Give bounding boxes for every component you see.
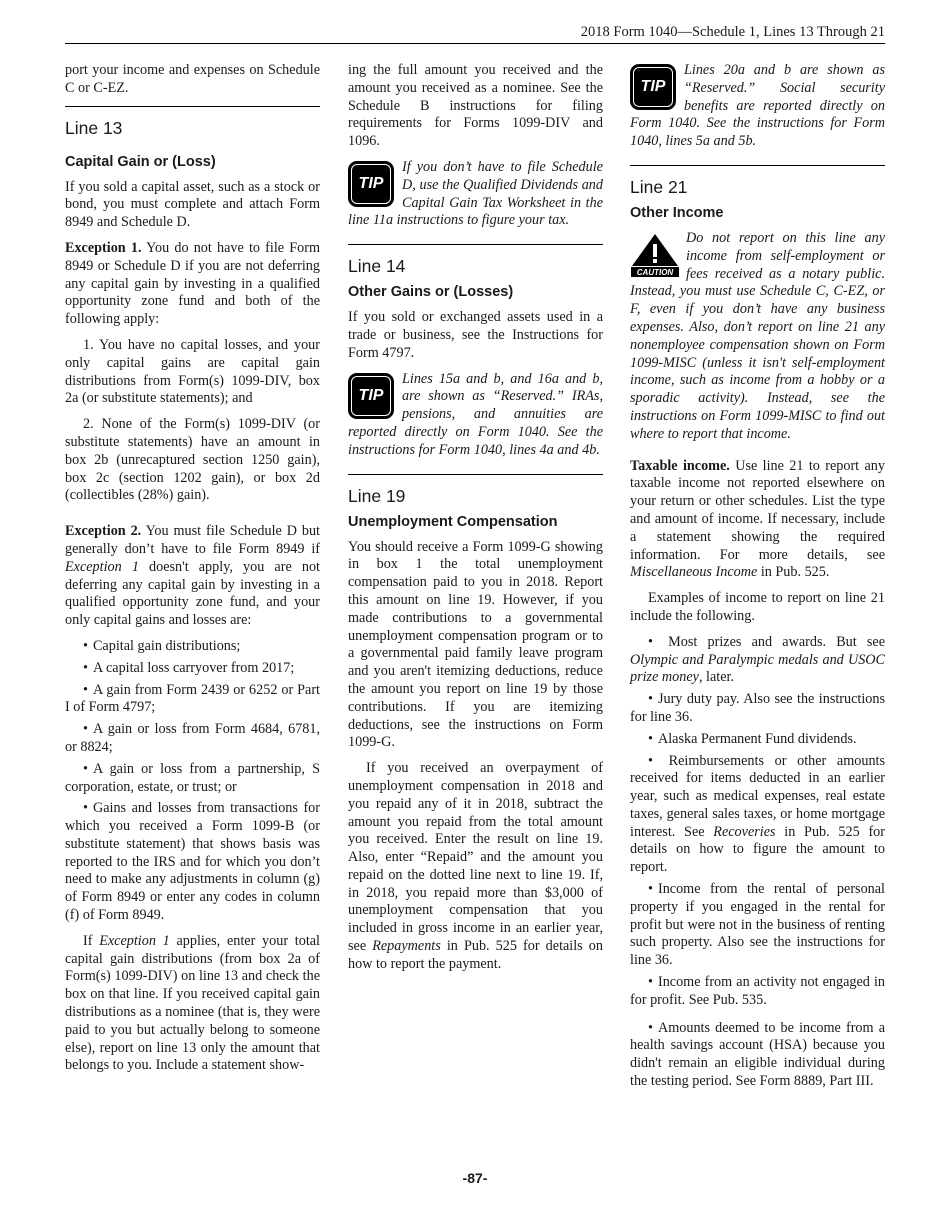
tip-label: TIP [634, 68, 672, 106]
caution-note [630, 230, 885, 444]
taxable-income-label: Taxable income. [630, 457, 730, 474]
bullet-item: • A gain from Form 2439 or 6252 or Part I of Form 4797; [65, 682, 320, 718]
italic-ref: Exception 1 [99, 932, 170, 949]
bullet-item: • Income from an activity not engaged in for profit. See Pub. 535. [630, 974, 885, 1010]
line-19-heading: Line 19 [348, 485, 406, 506]
paragraph: If you sold a capital asset, such as a stock or bond, you must complete and attach Form 8949 and Schedule D. [65, 178, 320, 231]
section-divider [630, 165, 885, 166]
bullet-item: • A capital loss carryover from 2017; [65, 660, 320, 678]
italic-ref: Exception 1 [65, 558, 139, 575]
numbered-item: 1. You have no capital losses, and your only capital gains are capital gain distributions from Form(s) 1099-DIV, box 2a (or substitute statements); and [65, 336, 320, 407]
numbered-item: 2. None of the Form(s) 1099-DIV (or substitute statements) have an amount in box 2b (unrecaptured section 1250 gain), box 2c (section 1202 gain), or box 2d (collectibles (28%) gain). [65, 416, 320, 504]
text-run: Most prizes and awards. But see [668, 633, 886, 650]
tip-icon [348, 373, 394, 419]
italic-ref: Repayments [372, 938, 441, 955]
text-run: If [83, 932, 100, 949]
text-run: doesn't apply, you are not deferring any capital gain by investing in a qualified opportunity zone fund, and your only capital gains and losses are: [65, 558, 320, 629]
text-run: , later. [698, 669, 735, 686]
text-run: Reimbursements or other amounts received for items deducted in an earlier year, such as medical expenses, real estate taxes, general sales taxes, or home mortgage interest. See [630, 752, 885, 840]
bullet-item [630, 753, 885, 878]
section-divider [65, 106, 320, 107]
tip-label: TIP [352, 377, 390, 415]
tip-label: TIP [352, 165, 390, 203]
exception-1-paragraph [65, 240, 320, 329]
tip-note [348, 159, 603, 230]
bullet-item: • Jury duty pay. Also see the instructions for line 36. [630, 691, 885, 727]
exception-2-paragraph [65, 523, 320, 630]
taxable-income-paragraph [630, 458, 885, 583]
line-14-heading: Line 14 [348, 256, 406, 277]
tip-text: Lines 15a and b, and 16a and b, are shown as “Reserved.” IRAs, pensions, and annuities are reported directly on Form 1040. See the instructions for Form 1040, lines 4a and 4b. [348, 370, 603, 458]
exception-1-label: Exception 1. [65, 239, 142, 256]
paragraph [348, 760, 603, 974]
bullet-item [630, 634, 885, 687]
other-gains-subheading: Other Gains or (Losses) [348, 284, 514, 301]
capital-gain-subheading: Capital Gain or (Loss) [65, 153, 216, 170]
text-run: in Pub. 525 for details on how to figure the amount to report. [630, 823, 886, 876]
bullet-item: • Gains and losses from transactions for which you received a Form 1099-B (or substitute statement) that shows basis was reported to the IRS and for which you don’t need to make any adjustments in column (g) of Form 8949 or enter any codes in column (f) of Form 8949. [65, 800, 320, 925]
tip-icon [348, 161, 394, 207]
running-head: 2018 Form 1040—Schedule 1, Lines 13 Through 21 [65, 24, 885, 44]
italic-ref: Recoveries [713, 823, 776, 840]
tip-text: If you don’t have to file Schedule D, use the Qualified Dividends and Capital Gain Tax Worksheet in the line 11a instructions to figure your tax. [348, 158, 603, 229]
line-21-heading: Line 21 [630, 176, 688, 197]
bullet-item: • Alaska Permanent Fund dividends. [630, 731, 885, 749]
section-divider [348, 244, 603, 245]
tip-text: Lines 20a and b are shown as “Reserved.” Social security benefits are reported directly on Form 1040. See the instructions for Form 1040, lines 5a and 5b. [630, 62, 885, 150]
text-run: applies, enter your total capital gain distributions (from box 2a of Form(s) 1099-DIV) on line 13 and check the box on that line. If you received capital gain distributions as a nominee (that is, they were paid to you but actually belong to someone else), report on line 13 only the amount that belongs to you. Include a statement show- [65, 932, 320, 1074]
column-1 [65, 62, 320, 1083]
tip-note [630, 62, 885, 151]
column-2 [348, 62, 603, 982]
italic-ref: Olympic and Paralympic medals and USOC prize money [630, 651, 885, 686]
paragraph: You should receive a Form 1099-G showing in box 1 the total unemployment compensation paid to you in 2018. Report this amount on line 19. However, if you made contributions to a governmental unemployment compensation program or to a governmental paid family leave program and you aren't itemizing deductions, reduce the amount you report on line 19 by those contributions. If you are itemizing deductions, see the instructions on Form 1099-G. [348, 538, 603, 751]
section-divider [348, 474, 603, 475]
tip-note [348, 371, 603, 460]
text-run: If you received an overpayment of unemployment compensation in 2018 and you repaid any of it in 2018, subtract the amount you repaid from the total amount you received. Enter the result on line 19. Also, enter “Repaid” and the amount you repaid on the dotted line next to line 19. If, in 2018, you repaid more than $3,000 of unemployment compensation that you included in gross income in an earlier year, see [348, 760, 603, 955]
other-income-subheading: Other Income [630, 204, 724, 221]
bullet-item: • A gain or loss from Form 4684, 6781, or 8824; [65, 721, 320, 757]
bullet-item: • A gain or loss from a partnership, S corporation, estate, or trust; or [65, 761, 320, 797]
paragraph: If you sold or exchanged assets used in a trade or business, see the Instructions for Form 4797. [348, 309, 603, 361]
bullet-item: • Capital gain distributions; [65, 638, 320, 656]
column-3 [630, 62, 885, 1095]
tip-icon [630, 64, 676, 110]
exception-1-text: You do not have to file Form 8949 or Schedule D if you are not deferring any capital gain by investing in a qualified opportunity zone fund and both of the following apply: [65, 239, 320, 328]
italic-ref: Miscellaneous Income [630, 564, 758, 581]
text-run: in Pub. 525. [757, 564, 830, 581]
text-run: in Pub. 525 for details on how to report the payment. [348, 938, 603, 972]
caution-icon [630, 232, 680, 278]
exception-2-label: Exception 2. [65, 523, 142, 540]
caution-label: CAUTION [636, 267, 674, 277]
text-run: Use line 21 to report any taxable income not reported elsewhere on your return or other schedules. List the type and amount of income. If necessary, include a statement showing the required information. For more details, see [630, 457, 885, 563]
carryover-text: ing the full amount you received and the amount you received as a nominee. See the Schedule B instructions for filing requirements for Forms 1099-DIV and 1096. [348, 62, 603, 150]
paragraph: Examples of income to report on line 21 include the following. [630, 590, 885, 624]
paragraph [65, 933, 320, 1075]
bullet-item: • Income from the rental of personal property if you engaged in the rental for profit but were not in the business of renting such property. Also see the instructions for line 36. [630, 881, 885, 970]
line-13-heading: Line 13 [65, 117, 123, 138]
page-number: -87- [462, 1170, 488, 1186]
unemployment-subheading: Unemployment Compensation [348, 513, 558, 530]
bullet-item: • Amounts deemed to be income from a health savings account (HSA) because you didn't remain an eligible individual during the testing period. See Form 8889, Part III. [630, 1020, 885, 1091]
text-run: You must file Schedule D but generally don’t have to file Form 8949 if [65, 523, 320, 557]
carryover-text: port your income and expenses on Schedule C or C-EZ. [65, 62, 320, 96]
caution-text: Do not report on this line any income from self-employment or fees received as a notary public. Instead, you must use Schedule C, C-EZ, or F, even if you don’t have any business expenses. Also, don’t report on line 21 any nonemployee compensation shown on Form 1099-MISC (unless it isn't self-employment income, such as income from a hobby or a sporadic activity). Instead, see the instructions on Form 1099-MISC to find out where to report that income. [630, 229, 885, 442]
